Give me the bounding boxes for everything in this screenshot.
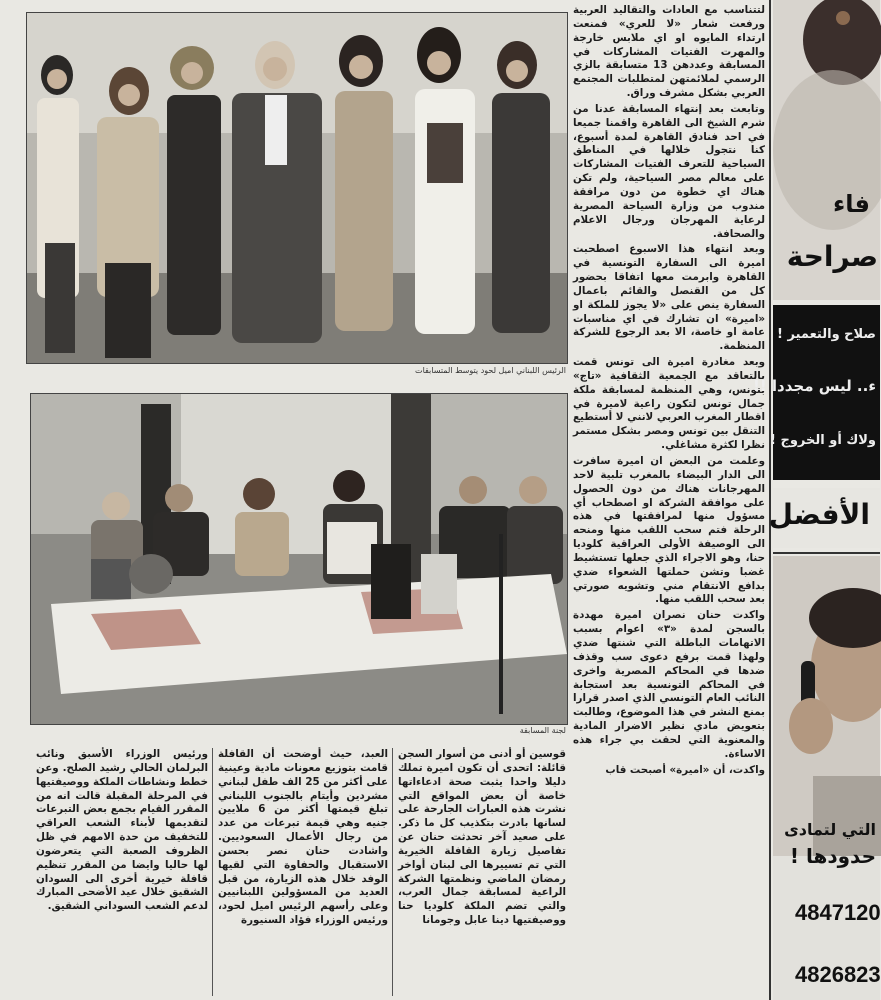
ad-phone xyxy=(773,556,880,1000)
photo-contestants-caption: الرئيس اللبناني اميل لحود يتوسط المتسابقات xyxy=(415,366,566,375)
article-paragraph: وبعد انتهاء هذا الاسبوع اصطحبت اميرة الى السفارة التونسية في القاهرة وابرمت معها اتفاقا بحضور كل من القنصل والقائم باعمال السفارة ينص على «لا يجوز للملكة او «اميرة» ان تشارك في اي مناسبات عامة او خاصة، الا بعد الرجوع للشركة المنظمة. xyxy=(573,243,765,353)
article-paragraph: وبعد مغادرة اميرة الى تونس قمت بالتعاقد مع الجمعية الثقافية «تاج» بتونس، وهي المنظمة لمسابقة ملكة جمال تونس لتكون راعية لاميرة في اقطار المغرب العربي لانني لا أستطيع التنقل بين تونس ومصر بشكل مستمر نظرا لكثرة مشاغلي. xyxy=(573,356,765,452)
ad-black-line3: ولاك أو الخروج ! xyxy=(770,433,876,448)
article-paragraph: وتابعت بعد إنتهاء المسابقة عدنا من شرم الشيخ الى القاهرة واقمنا جميعا في احد فنادق القاهرة لمدة أسبوع، كنا نتجول خلالها في المناطق السياحية للتعرف الفتيات المشاركات على معالم مصر السياحية، ولم تكن هناك اي خطوة من دون مرافقة مندوب من وزارة السياحة المصرية لرعاية المهرجان ورجال الاعلام والصحافة. xyxy=(573,102,765,240)
ad-phone-image xyxy=(773,556,880,856)
article-paragraph: واكدت حنان نصران اميرة مهددة بالسجن لمدة «٣» اعوام بسبب الاتهامات الباطلة التي شنتها ضدي ولهذا قمت برفع دعوى سب وقذف ضدها في المحاكم المصرية واخرى في المحاكم التونسية بعد استجابة النائب العام التونسي الذي اصدر قرارا بمنع النشر في هذا الموضوع، وطالبت بتعويض مادي نظير الاضرار المادية والمعنوية التي لحقت بي جراء هذه الاساءة. xyxy=(573,609,765,760)
photo-jury xyxy=(30,393,568,725)
column-divider xyxy=(392,748,393,996)
ad-phone-line1: التي لتمادى xyxy=(784,820,876,839)
column-divider xyxy=(212,748,213,996)
article-paragraph: لتتناسب مع العادات والتقاليد العربية ورفعت شعار «لا للعري» فمنعت ارتداء المايوه او اي ملابس خارجة والمهرت الفتيات المشاركات في المسابقة وعددهن 13 متسابقة بالزي الرسمي لملائمتهن لمتطلبات المجتمع العربي بشكل مشرف وراق. xyxy=(573,4,765,100)
ad-black-line1: صلاح والتعمير ! xyxy=(777,327,876,342)
ad-best xyxy=(768,488,880,548)
ad-top xyxy=(773,0,880,300)
article-paragraph: واكدت، أن «اميرة» أصبحت قاب xyxy=(605,763,765,776)
ad-phone-number-1: 4847120 xyxy=(795,900,881,925)
photo-contestants-image xyxy=(27,13,567,363)
photo-jury-image xyxy=(31,394,567,724)
article-bottom-column-2: العبد، حيث أوضحت أن القافلة قامت بتوزيع معونات مادية وعينية على أكثر من 25 الف طفل لبناني مشردين وأيتام بالجنوب اللبناني تبلغ قيمتها أكثر من 6 ملايين جنيه وهي قيمة تبرعات من عدد من رجال الأعمال السعوديين. واشادت حنان نصر بحسن الاستقبال والحفاوة التي لقيها الوفد خلال هذه الزيارة، من قبل العديد من المسؤولين اللبنانيين وعلى رأسهم الرئيس اميل لحود، ورئيس الوزراء فؤاد السنيورة xyxy=(218,748,388,927)
ad-black-box xyxy=(753,305,880,480)
ad-phone-number-2: 4826823 xyxy=(795,962,881,987)
article-bottom-column-1: قوسين أو أدنى من أسوار السجن قائلة: اتحدى أن تكون اميرة تملك دليلا واحدا يثبت صحة ادعاءاتها خاصة أن بعض المواقع التي نشرت هذه العبارات الجارحة على لسانها بادرت بتكذيب كل ما ذكر. على صعيد آخر تحدثت حنان عن تفاصيل زيارة القافلة الخيرية التي تم تسييرها الى لبنان أواخر رمضان الماضي ونظمتها الشركة الراعية لمسابقة جمال العرب، والتي تضم الملكة كلوديا حنا ووصيفتيها دينا عابل وجومانا xyxy=(398,748,566,927)
photo-jury-caption: لجنة المسابقة xyxy=(519,726,566,735)
article-paragraph: وعلمت من البعض ان اميرة سافرت الى الدار البيضاء بالمغرب تلبية لاحد المهرجانات هناك من دون الحصول على موافقة الشركة او اصطحاب أي مسؤول منها لمرافقتها في هذه الرحلة فتم سحب اللقب منها ومنحه الى الوصيفة الأولى العراقية كلوديا حنا، وهو الاجراء الذي جعلها تستشيط غضبا وتشن حملتها الشعواء ضدي بدافع الانتقام مني وتشويه صورتي بعد سحب اللقب منها. xyxy=(573,455,765,606)
ad-top-word2: صراحة xyxy=(786,240,878,273)
photo-contestants xyxy=(26,12,568,364)
ad-divider xyxy=(773,552,880,554)
article-right-column xyxy=(573,4,765,1000)
ad-black-line2: ء.. ليس مجددا !! xyxy=(753,377,876,395)
ad-best-word: الأفضل xyxy=(768,498,870,531)
ad-top-word1: فاء xyxy=(833,190,870,218)
ad-phone-line2: حدودها ! xyxy=(789,844,876,868)
article-bottom-column-3: ورئيس الوزراء الأسبق ونائب البرلمان الحالي رشيد الصلح. وعن خطط ونشاطات الملكة ووصيفتيها في المرحلة المقبلة قالت انه من المقرر القيام بجمع بعض التبرعات لتقديمها لأبناء الشعب العراقي للتخفيف من حدة الامهم في ظل الظروف الصعبة التي يتعرضون لها حاليا وايضا من المقرر تنظيم قافلة خيرية أخرى الى السودان الشقيق خلال عيد الأضحى المبارك لدعم الشعب السوداني الشقيق. xyxy=(36,748,208,913)
